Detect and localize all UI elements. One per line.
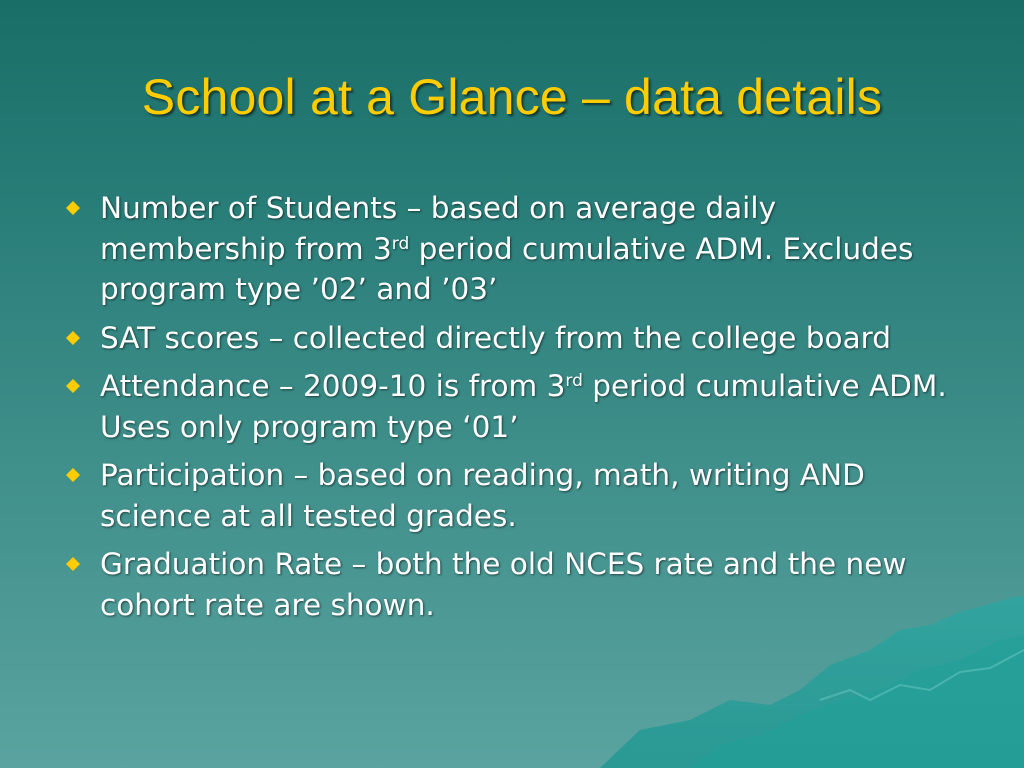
bullet-text: SAT scores – collected directly from the college board — [100, 320, 891, 355]
diamond-bullet-icon — [66, 468, 80, 482]
superscript-rd: rd — [565, 371, 583, 391]
slide-title: School at a Glance – data details — [141, 69, 883, 125]
bullet-item — [62, 455, 962, 536]
diamond-bullet-icon — [66, 201, 80, 215]
bullet-text: Graduation Rate – both the old NCES rate and the new cohort rate are shown. — [100, 547, 907, 622]
bullet-item — [62, 188, 962, 310]
bullet-text: Participation – based on reading, math, writing AND science at all tested grades. — [100, 458, 865, 533]
bullet-list — [62, 188, 962, 633]
bullet-text: period cumulative ADM. Excludes program type ’02’ and ’03’ — [100, 231, 914, 306]
bullet-text: Attendance – 2009-10 is from 3 — [100, 369, 566, 403]
bullet-text: Number of Students – based on average daily membership from 3 — [100, 191, 777, 266]
diamond-bullet-icon — [66, 379, 80, 393]
bullet-item — [62, 318, 962, 359]
superscript-rd: rd — [391, 233, 410, 254]
bullet-text: period cumulative ADM. Uses only program type ‘01’ — [100, 369, 947, 444]
diamond-bullet-icon — [66, 331, 80, 345]
bullet-item — [62, 366, 962, 447]
diamond-bullet-icon — [66, 557, 80, 571]
bullet-item — [62, 544, 962, 625]
